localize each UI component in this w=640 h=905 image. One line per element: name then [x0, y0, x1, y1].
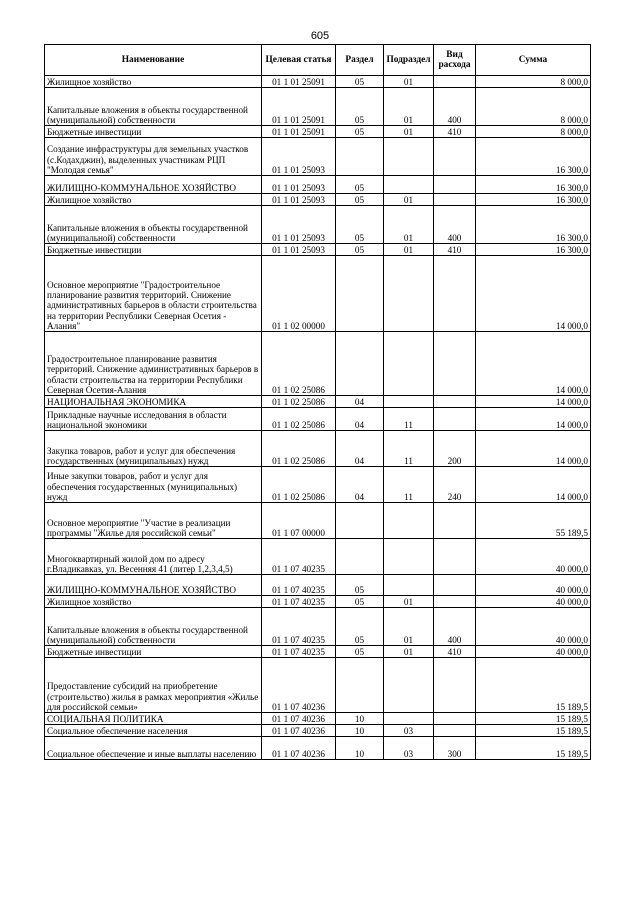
cell-sum: 15 189,5 — [476, 725, 591, 737]
cell-sum: 8 000,0 — [476, 126, 591, 138]
header-section: Раздел — [336, 45, 384, 76]
cell-subsection: 11 — [384, 408, 434, 431]
cell-section: 04 — [336, 431, 384, 467]
table-row — [45, 244, 591, 256]
cell-name: СОЦИАЛЬНАЯ ПОЛИТИКА — [45, 713, 262, 725]
cell-sum: 14 000,0 — [476, 467, 591, 503]
cell-sum: 15 189,5 — [476, 658, 591, 713]
table-row — [45, 396, 591, 408]
cell-code: 01 1 01 25091 — [262, 126, 336, 138]
table-row — [45, 575, 591, 596]
table-row — [45, 658, 591, 713]
table-row — [45, 88, 591, 126]
cell-sum: 15 189,5 — [476, 713, 591, 725]
cell-section — [336, 332, 384, 396]
cell-subsection — [384, 713, 434, 725]
cell-subsection: 01 — [384, 76, 434, 88]
header-subsection: Подраздел — [384, 45, 434, 76]
cell-code: 01 1 07 40235 — [262, 596, 336, 608]
cell-section: 04 — [336, 467, 384, 503]
cell-code: 01 1 02 25086 — [262, 467, 336, 503]
cell-code: 01 1 01 25091 — [262, 88, 336, 126]
cell-subsection: 11 — [384, 467, 434, 503]
table-row — [45, 256, 591, 332]
cell-subsection: 01 — [384, 646, 434, 658]
cell-section: 04 — [336, 408, 384, 431]
cell-name: Основное мероприятие "Градостроительное планирование развития территорий. Снижение административных барьеров в области строительства на территории Республики Северная Осетия - Алания" — [45, 256, 262, 332]
budget-table — [44, 44, 591, 760]
cell-subsection: 01 — [384, 88, 434, 126]
table-row — [45, 646, 591, 658]
cell-expense — [434, 575, 476, 596]
cell-code: 01 1 02 00000 — [262, 256, 336, 332]
cell-name: Бюджетные инвестиции — [45, 646, 262, 658]
cell-code: 01 1 01 25091 — [262, 76, 336, 88]
cell-subsection: 03 — [384, 737, 434, 760]
cell-expense: 410 — [434, 646, 476, 658]
cell-code: 01 1 07 40235 — [262, 575, 336, 596]
cell-name: Социальное обеспечение населения — [45, 725, 262, 737]
cell-section: 10 — [336, 737, 384, 760]
table-row — [45, 725, 591, 737]
cell-name: Бюджетные инвестиции — [45, 126, 262, 138]
cell-code: 01 1 07 40236 — [262, 658, 336, 713]
table-row — [45, 206, 591, 244]
cell-section — [336, 503, 384, 539]
cell-sum: 16 300,0 — [476, 194, 591, 206]
cell-section: 05 — [336, 596, 384, 608]
cell-subsection: 11 — [384, 431, 434, 467]
table-row — [45, 503, 591, 539]
cell-section — [336, 138, 384, 176]
cell-subsection — [384, 138, 434, 176]
table-row — [45, 539, 591, 575]
cell-section: 05 — [336, 575, 384, 596]
cell-expense: 410 — [434, 244, 476, 256]
table-row — [45, 176, 591, 194]
cell-expense — [434, 76, 476, 88]
cell-name: Создание инфраструктуры для земельных участков (с.Кодахджин), выделенных участникам РЦП "Молодая семья" — [45, 138, 262, 176]
cell-code: 01 1 07 40236 — [262, 737, 336, 760]
cell-expense — [434, 332, 476, 396]
cell-name: Жилищное хозяйство — [45, 194, 262, 206]
table-header-row — [45, 45, 591, 76]
table-row — [45, 713, 591, 725]
cell-section: 05 — [336, 176, 384, 194]
cell-subsection — [384, 332, 434, 396]
cell-expense: 400 — [434, 608, 476, 646]
cell-section: 05 — [336, 76, 384, 88]
cell-expense — [434, 408, 476, 431]
cell-subsection — [384, 396, 434, 408]
cell-code: 01 1 07 40235 — [262, 539, 336, 575]
cell-sum: 14 000,0 — [476, 332, 591, 396]
cell-sum: 14 000,0 — [476, 256, 591, 332]
cell-expense: 200 — [434, 431, 476, 467]
cell-section: 05 — [336, 88, 384, 126]
table-row — [45, 138, 591, 176]
table-row — [45, 431, 591, 467]
cell-subsection — [384, 658, 434, 713]
cell-code: 01 1 07 40235 — [262, 646, 336, 658]
cell-section: 10 — [336, 725, 384, 737]
table-row — [45, 737, 591, 760]
cell-section: 05 — [336, 244, 384, 256]
cell-name: Жилищное хозяйство — [45, 596, 262, 608]
cell-code: 01 1 01 25093 — [262, 244, 336, 256]
cell-name: Бюджетные инвестиции — [45, 244, 262, 256]
cell-name: Иные закупки товаров, работ и услуг для обеспечения государственных (муниципальных) нужд — [45, 467, 262, 503]
cell-sum: 16 300,0 — [476, 138, 591, 176]
table-body — [45, 76, 591, 760]
cell-subsection — [384, 176, 434, 194]
cell-expense — [434, 725, 476, 737]
cell-subsection: 03 — [384, 725, 434, 737]
cell-expense — [434, 596, 476, 608]
cell-section: 05 — [336, 608, 384, 646]
cell-sum: 14 000,0 — [476, 396, 591, 408]
cell-sum: 40 000,0 — [476, 646, 591, 658]
table-row — [45, 76, 591, 88]
cell-sum: 16 300,0 — [476, 244, 591, 256]
header-expense-type: Вид расхода — [434, 45, 476, 76]
cell-expense — [434, 138, 476, 176]
table-row — [45, 408, 591, 431]
cell-name: Прикладные научные исследования в области национальной экономики — [45, 408, 262, 431]
header-name: Наименование — [45, 45, 262, 76]
cell-expense — [434, 658, 476, 713]
cell-subsection: 01 — [384, 194, 434, 206]
cell-sum: 40 000,0 — [476, 608, 591, 646]
cell-code: 01 1 02 25086 — [262, 332, 336, 396]
cell-section: 05 — [336, 206, 384, 244]
cell-subsection — [384, 503, 434, 539]
cell-name: Социальное обеспечение и иные выплаты населению — [45, 737, 262, 760]
cell-code: 01 1 07 00000 — [262, 503, 336, 539]
cell-subsection — [384, 539, 434, 575]
cell-sum: 55 189,5 — [476, 503, 591, 539]
cell-sum: 14 000,0 — [476, 431, 591, 467]
cell-code: 01 1 07 40236 — [262, 713, 336, 725]
cell-code: 01 1 01 25093 — [262, 206, 336, 244]
table-row — [45, 467, 591, 503]
table-row — [45, 126, 591, 138]
cell-code: 01 1 01 25093 — [262, 138, 336, 176]
cell-section — [336, 658, 384, 713]
cell-sum: 40 000,0 — [476, 596, 591, 608]
cell-subsection — [384, 575, 434, 596]
cell-expense — [434, 539, 476, 575]
cell-name: Закупка товаров, работ и услуг для обеспечения государственных (муниципальных) нужд — [45, 431, 262, 467]
cell-section: 05 — [336, 126, 384, 138]
table-row — [45, 194, 591, 206]
cell-name: Жилищное хозяйство — [45, 76, 262, 88]
cell-name: Капитальные вложения в объекты государственной (муниципальной) собственности — [45, 608, 262, 646]
cell-name: НАЦИОНАЛЬНАЯ ЭКОНОМИКА — [45, 396, 262, 408]
cell-subsection — [384, 256, 434, 332]
cell-name: Основное мероприятие "Участие в реализации программы "Жилье для российской семьи" — [45, 503, 262, 539]
table-row — [45, 596, 591, 608]
cell-code: 01 1 07 40236 — [262, 725, 336, 737]
cell-name: Многоквартирный жилой дом по адресу г.Владикавказ, ул. Весенняя 41 (литер 1,2,3,4,5) — [45, 539, 262, 575]
cell-section: 05 — [336, 646, 384, 658]
cell-expense — [434, 256, 476, 332]
cell-name: Капитальные вложения в объекты государственной (муниципальной) собственности — [45, 88, 262, 126]
cell-sum: 16 300,0 — [476, 206, 591, 244]
cell-code: 01 1 02 25086 — [262, 396, 336, 408]
cell-section: 05 — [336, 194, 384, 206]
cell-expense: 410 — [434, 126, 476, 138]
cell-subsection: 01 — [384, 126, 434, 138]
cell-code: 01 1 02 25086 — [262, 408, 336, 431]
header-sum: Сумма — [476, 45, 591, 76]
cell-expense: 400 — [434, 206, 476, 244]
cell-name: ЖИЛИЩНО-КОММУНАЛЬНОЕ ХОЗЯЙСТВО — [45, 575, 262, 596]
cell-expense: 240 — [434, 467, 476, 503]
cell-section: 10 — [336, 713, 384, 725]
cell-sum: 40 000,0 — [476, 539, 591, 575]
cell-subsection: 01 — [384, 244, 434, 256]
cell-section — [336, 256, 384, 332]
cell-name: ЖИЛИЩНО-КОММУНАЛЬНОЕ ХОЗЯЙСТВО — [45, 176, 262, 194]
cell-expense — [434, 176, 476, 194]
cell-expense — [434, 396, 476, 408]
cell-code: 01 1 07 40235 — [262, 608, 336, 646]
cell-name: Градостроительное планирование развития территорий. Снижение административных барьеров в области строительства на территории Республики Северная Осетия-Алания — [45, 332, 262, 396]
cell-sum: 15 189,5 — [476, 737, 591, 760]
cell-expense: 400 — [434, 88, 476, 126]
cell-expense: 300 — [434, 737, 476, 760]
cell-subsection: 01 — [384, 608, 434, 646]
header-target-article: Целевая статья — [262, 45, 336, 76]
cell-name: Капитальные вложения в объекты государственной (муниципальной) собственности — [45, 206, 262, 244]
cell-subsection: 01 — [384, 206, 434, 244]
cell-subsection: 01 — [384, 596, 434, 608]
cell-expense — [434, 194, 476, 206]
table-row — [45, 608, 591, 646]
cell-code: 01 1 02 25086 — [262, 431, 336, 467]
cell-code: 01 1 01 25093 — [262, 194, 336, 206]
cell-name: Предоставление субсидий на приобретение (строительство) жилья в рамках мероприятия «Жилье для российской семьи» — [45, 658, 262, 713]
cell-sum: 8 000,0 — [476, 76, 591, 88]
cell-expense — [434, 503, 476, 539]
cell-sum: 16 300,0 — [476, 176, 591, 194]
cell-section — [336, 539, 384, 575]
cell-code: 01 1 01 25093 — [262, 176, 336, 194]
cell-sum: 8 000,0 — [476, 88, 591, 126]
cell-expense — [434, 713, 476, 725]
cell-sum: 40 000,0 — [476, 575, 591, 596]
table-row — [45, 332, 591, 396]
cell-section: 04 — [336, 396, 384, 408]
page-number: 605 — [310, 30, 330, 42]
cell-sum: 14 000,0 — [476, 408, 591, 431]
